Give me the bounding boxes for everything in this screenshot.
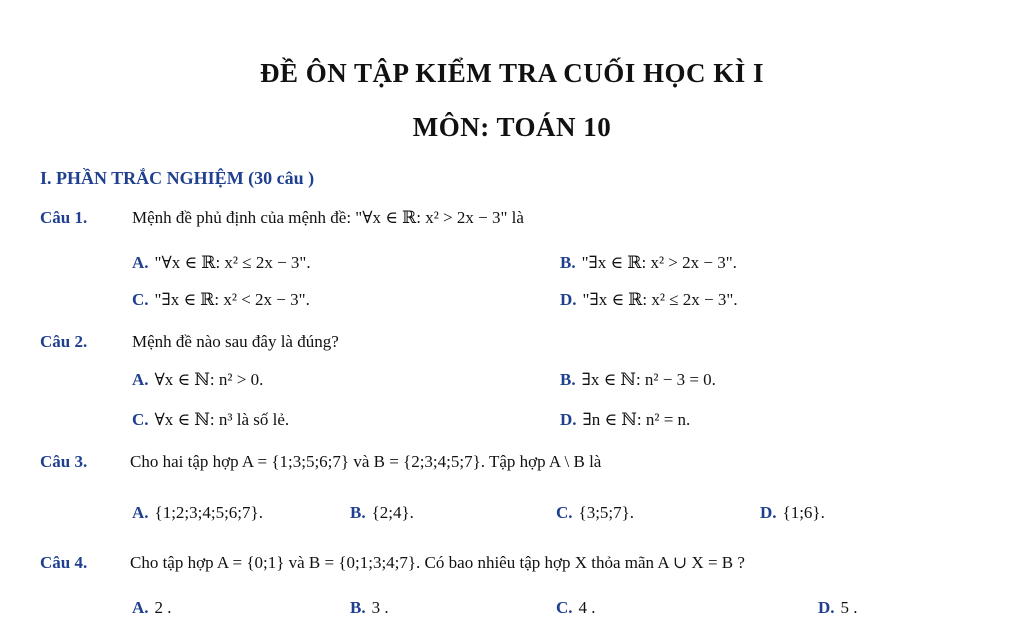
option-c [556,598,596,618]
option-letter: C. [132,290,149,309]
question-text: Cho hai tập hợp A = {1;3;5;6;7} và B = {2;3;4;5;7}. Tập hợp A \ B là [130,452,602,471]
option-text: "∃x ∈ ℝ: x² > 2x − 3". [581,253,737,272]
option-b [560,253,737,273]
option-text: {1;2;3;4;5;6;7}. [154,503,263,522]
option-text: ∀x ∈ ℕ: n³ là số lẻ. [154,410,290,429]
option-d [560,290,738,310]
option-text: 5 . [840,598,858,617]
question-label: Câu 1. [40,208,88,227]
option-text: 4 . [578,598,596,617]
question-label: Câu 4. [40,553,88,572]
option-a [132,253,311,273]
option-text: "∀x ∈ ℝ: x² ≤ 2x − 3". [154,253,311,272]
option-letter: D. [760,503,777,522]
option-text: 2 . [154,598,172,617]
question-text: Cho tập hợp A = {0;1} và B = {0;1;3;4;7}. Có bao nhiêu tập hợp X thỏa mãn A ∪ X = B ? [130,553,745,572]
option-text: ∃n ∈ ℕ: n² = n. [582,410,691,429]
option-a [132,598,172,618]
option-a [132,370,263,390]
option-a [132,503,263,523]
option-c [132,410,289,430]
option-b [350,598,389,618]
option-letter: B. [560,370,576,389]
option-letter: D. [818,598,835,617]
option-text: {3;5;7}. [578,503,635,522]
option-letter: A. [132,370,149,389]
document-title: ĐỀ ÔN TẬP KIỂM TRA CUỐI HỌC KÌ I [259,58,765,88]
option-text: {1;6}. [782,503,825,522]
option-letter: D. [560,410,577,429]
option-d [818,598,858,618]
option-letter: B. [350,598,366,617]
option-letter: C. [556,503,573,522]
question-label: Câu 3. [40,452,88,471]
question-text: Mệnh đề nào sau đây là đúng? [132,332,339,351]
subject-heading: MÔN: TOÁN 10 [412,112,612,142]
option-text: "∃x ∈ ℝ: x² ≤ 2x − 3". [582,290,738,309]
section-heading: I. PHẦN TRẮC NGHIỆM (30 câu ) [40,168,315,188]
option-d [560,410,690,430]
option-letter: B. [350,503,366,522]
option-letter: A. [132,503,149,522]
question-text: Mệnh đề phủ định của mệnh đề: "∀x ∈ ℝ: x² > 2x − 3" là [132,208,524,227]
option-c [556,503,634,523]
option-text: "∃x ∈ ℝ: x² < 2x − 3". [154,290,310,309]
option-letter: A. [132,598,149,617]
option-text: {2;4}. [371,503,414,522]
option-d [760,503,825,523]
option-text: ∀x ∈ ℕ: n² > 0. [154,370,264,389]
option-letter: A. [132,253,149,272]
option-text: ∃x ∈ ℕ: n² − 3 = 0. [581,370,716,389]
option-letter: D. [560,290,577,309]
option-c [132,290,310,310]
option-text: 3 . [371,598,389,617]
option-b [350,503,414,523]
question-label: Câu 2. [40,332,88,351]
option-b [560,370,716,390]
option-letter: C. [132,410,149,429]
option-letter: C. [556,598,573,617]
option-letter: B. [560,253,576,272]
